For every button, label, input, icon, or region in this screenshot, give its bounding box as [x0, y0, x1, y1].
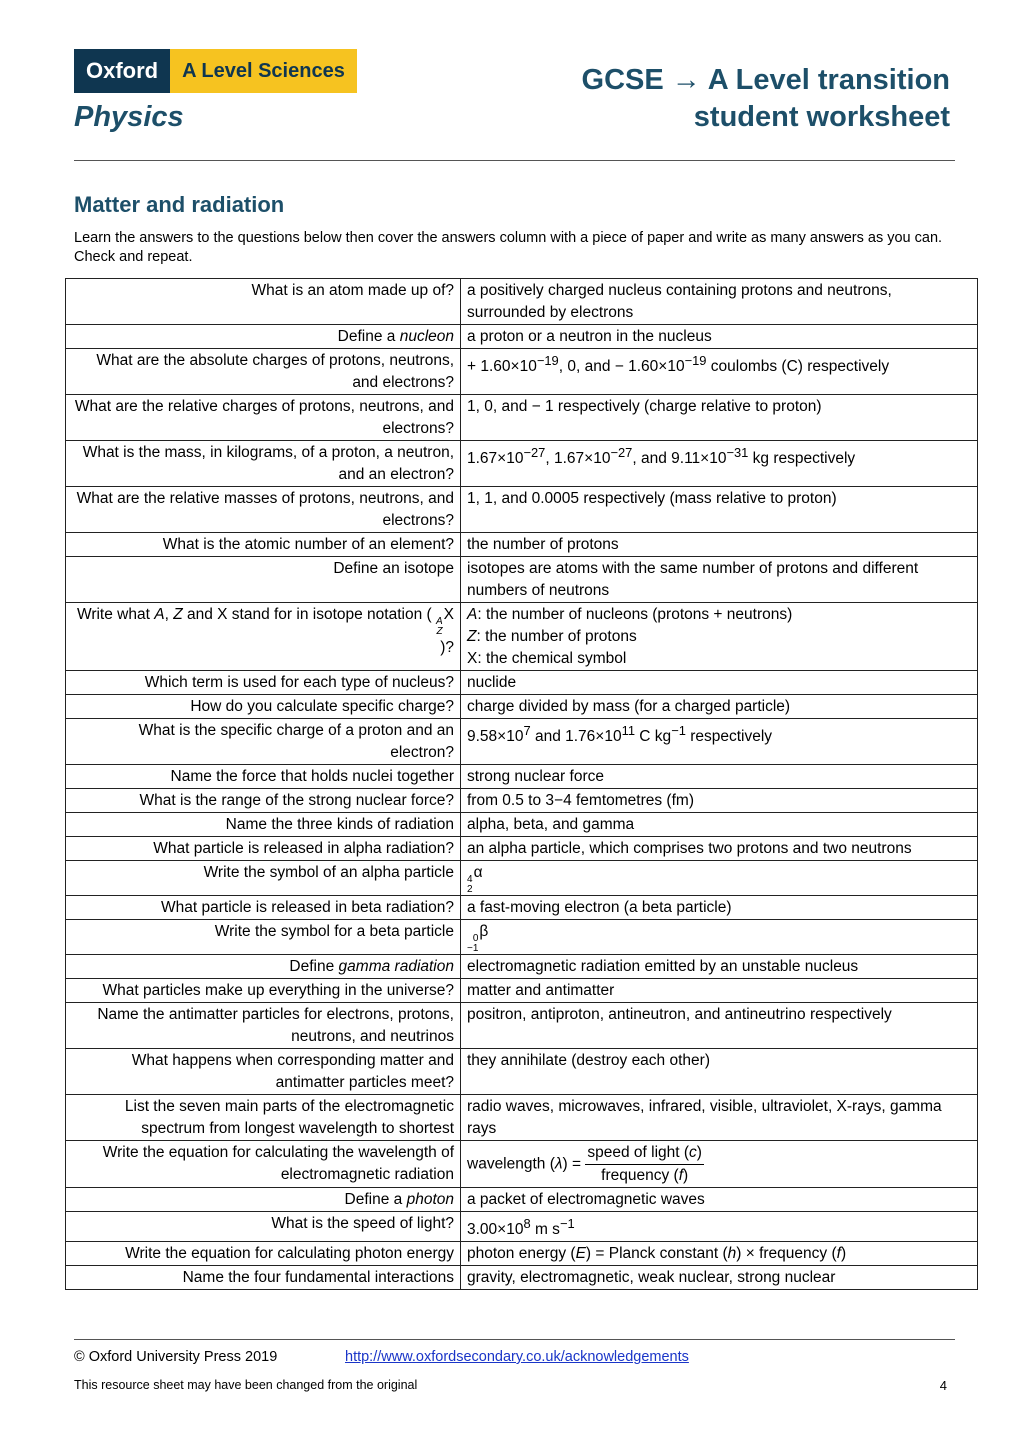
answer-cell: strong nuclear force: [461, 765, 978, 789]
table-row: [66, 1188, 978, 1212]
oxford-logo: [74, 49, 357, 93]
footer-divider: [74, 1339, 955, 1340]
table-row: [66, 837, 978, 861]
table-row: [66, 920, 978, 955]
answer-cell: isotopes are atoms with the same number of protons and different numbers of neutrons: [461, 557, 978, 603]
copyright-text: © Oxford University Press 2019: [74, 1349, 278, 1365]
footer-note: This resource sheet may have been changed from the original: [74, 1378, 418, 1392]
answer-cell: a packet of electromagnetic waves: [461, 1188, 978, 1212]
table-row: [66, 861, 978, 896]
worksheet-title-line1: GCSE → A Level transition: [581, 64, 950, 96]
table-row: [66, 1266, 978, 1290]
question-cell: What are the relative masses of protons, neutrons, and electrons?: [66, 487, 461, 533]
header-divider: [74, 160, 955, 161]
table-row: [66, 349, 978, 395]
question-cell: What is the mass, in kilograms, of a proton, a neutron, and an electron?: [66, 441, 461, 487]
table-row: [66, 719, 978, 765]
answer-cell: + $1.60\times 10^{-19}$, 0, and − $1.60\times 10^{-19}$ coulombs (C) respectively: [461, 349, 978, 395]
question-cell: Write the symbol for a beta particle: [66, 920, 461, 955]
answer-cell: gravity, electromagnetic, weak nuclear, strong nuclear: [461, 1266, 978, 1290]
table-row: [66, 279, 978, 325]
answer-cell: 0 −1 β: [461, 920, 978, 955]
question-cell: Define gamma radiation: [66, 955, 461, 979]
question-cell: Define a nucleon: [66, 325, 461, 349]
question-cell: Which term is used for each type of nucleus?: [66, 671, 461, 695]
question-cell: What is the specific charge of a proton and an electron?: [66, 719, 461, 765]
table-row: [66, 1242, 978, 1266]
answer-cell: they annihilate (destroy each other): [461, 1049, 978, 1095]
logo-brand: Oxford: [74, 49, 170, 93]
question-cell: Name the three kinds of radiation: [66, 813, 461, 837]
section-title: Matter and radiation: [74, 192, 285, 217]
question-cell: Define a photon: [66, 1188, 461, 1212]
table-row: [66, 789, 978, 813]
worksheet-title-line2: student worksheet: [693, 101, 950, 133]
table-row: [66, 896, 978, 920]
question-cell: How do you calculate specific charge?: [66, 695, 461, 719]
answer-cell: nuclide: [461, 671, 978, 695]
table-row: [66, 1212, 978, 1242]
question-cell: What particle is released in beta radiation?: [66, 896, 461, 920]
answer-cell: $3.00\times 10^8$ m $s^{-1}$: [461, 1212, 978, 1242]
table-row: [66, 955, 978, 979]
table-row: [66, 813, 978, 837]
answer-cell: a proton or a neutron in the nucleus: [461, 325, 978, 349]
table-row: [66, 695, 978, 719]
question-cell: Write the symbol of an alpha particle: [66, 861, 461, 896]
table-row: [66, 557, 978, 603]
question-cell: What is the range of the strong nuclear force?: [66, 789, 461, 813]
question-cell: What particles make up everything in the universe?: [66, 979, 461, 1003]
acknowledgements-link[interactable]: http://www.oxfordsecondary.co.uk/acknowledgements: [345, 1349, 689, 1365]
answer-cell: 1, 0, and − 1 respectively (charge relative to proton): [461, 395, 978, 441]
question-cell: What particle is released in alpha radiation?: [66, 837, 461, 861]
question-cell: What are the relative charges of protons, neutrons, and electrons?: [66, 395, 461, 441]
question-cell: List the seven main parts of the electromagnetic spectrum from longest wavelength to shortest: [66, 1095, 461, 1141]
question-cell: Write the equation for calculating photon energy: [66, 1242, 461, 1266]
table-row: [66, 1003, 978, 1049]
answer-cell: matter and antimatter: [461, 979, 978, 1003]
table-row: [66, 487, 978, 533]
answer-cell: 1, 1, and 0.0005 respectively (mass relative to proton): [461, 487, 978, 533]
answer-cell: wavelength (λ) = $\frac{\text{speed of light (c)}}{\text{frequency (f)}}$: [461, 1141, 978, 1188]
table-row: [66, 1095, 978, 1141]
table-row: [66, 603, 978, 671]
answer-cell: a positively charged nucleus containing protons and neutrons, surrounded by electrons: [461, 279, 978, 325]
answer-cell: $1.67\times 10^{-27}$, $1.67\times 10^{-27}$, and $9.11\times 10^{-31}$ kg respectively: [461, 441, 978, 487]
question-cell: What are the absolute charges of protons, neutrons, and electrons?: [66, 349, 461, 395]
question-cell: Write the equation for calculating the wavelength of electromagnetic radiation: [66, 1141, 461, 1188]
table-row: [66, 671, 978, 695]
table-row: [66, 765, 978, 789]
subject-title: Physics: [74, 101, 184, 133]
table-row: [66, 1141, 978, 1188]
answer-cell: radio waves, microwaves, infrared, visible, ultraviolet, X-rays, gamma rays: [461, 1095, 978, 1141]
answer-cell: a fast-moving electron (a beta particle): [461, 896, 978, 920]
answer-cell: charge divided by mass (for a charged particle): [461, 695, 978, 719]
question-cell: Define an isotope: [66, 557, 461, 603]
table-row: [66, 979, 978, 1003]
question-cell: Name the antimatter particles for electrons, protons, neutrons, and neutrinos: [66, 1003, 461, 1049]
table-row: [66, 1049, 978, 1095]
answer-cell: 4 2 α: [461, 861, 978, 896]
question-cell: Name the four fundamental interactions: [66, 1266, 461, 1290]
section-intro: Learn the answers to the questions below then cover the answers column with a piece of paper and write as many answers as you can. Check and repeat.: [74, 230, 943, 265]
question-cell: Write what A, Z and X stand for in isotope notation ( A Z X )?: [66, 603, 461, 671]
question-cell: What is the atomic number of an element?: [66, 533, 461, 557]
answer-cell: the number of protons: [461, 533, 978, 557]
table-row: [66, 325, 978, 349]
answer-cell: from 0.5 to 3−4 femtometres (fm): [461, 789, 978, 813]
answer-cell: A: the number of nucleons (protons + neutrons) Z: the number of protons X: the chemical symbol: [461, 603, 978, 671]
answer-cell: photon energy (E) = Planck constant (h) × frequency (f): [461, 1242, 978, 1266]
table-row: [66, 533, 978, 557]
table-row: [66, 441, 978, 487]
question-cell: What is an atom made up of?: [66, 279, 461, 325]
answer-cell: alpha, beta, and gamma: [461, 813, 978, 837]
question-cell: What happens when corresponding matter and antimatter particles meet?: [66, 1049, 461, 1095]
page-number: 4: [939, 1378, 947, 1393]
answer-cell: an alpha particle, which comprises two protons and two neutrons: [461, 837, 978, 861]
question-cell: Name the force that holds nuclei together: [66, 765, 461, 789]
table-row: [66, 395, 978, 441]
logo-series: A Level Sciences: [170, 49, 357, 93]
answer-cell: positron, antiproton, antineutron, and antineutrino respectively: [461, 1003, 978, 1049]
answer-cell: electromagnetic radiation emitted by an unstable nucleus: [461, 955, 978, 979]
qa-table: [65, 278, 978, 1290]
answer-cell: $9.58\times 10^7$ and $1.76\times 10^{11}$ C $kg^{-1}$ respectively: [461, 719, 978, 765]
question-cell: What is the speed of light?: [66, 1212, 461, 1242]
